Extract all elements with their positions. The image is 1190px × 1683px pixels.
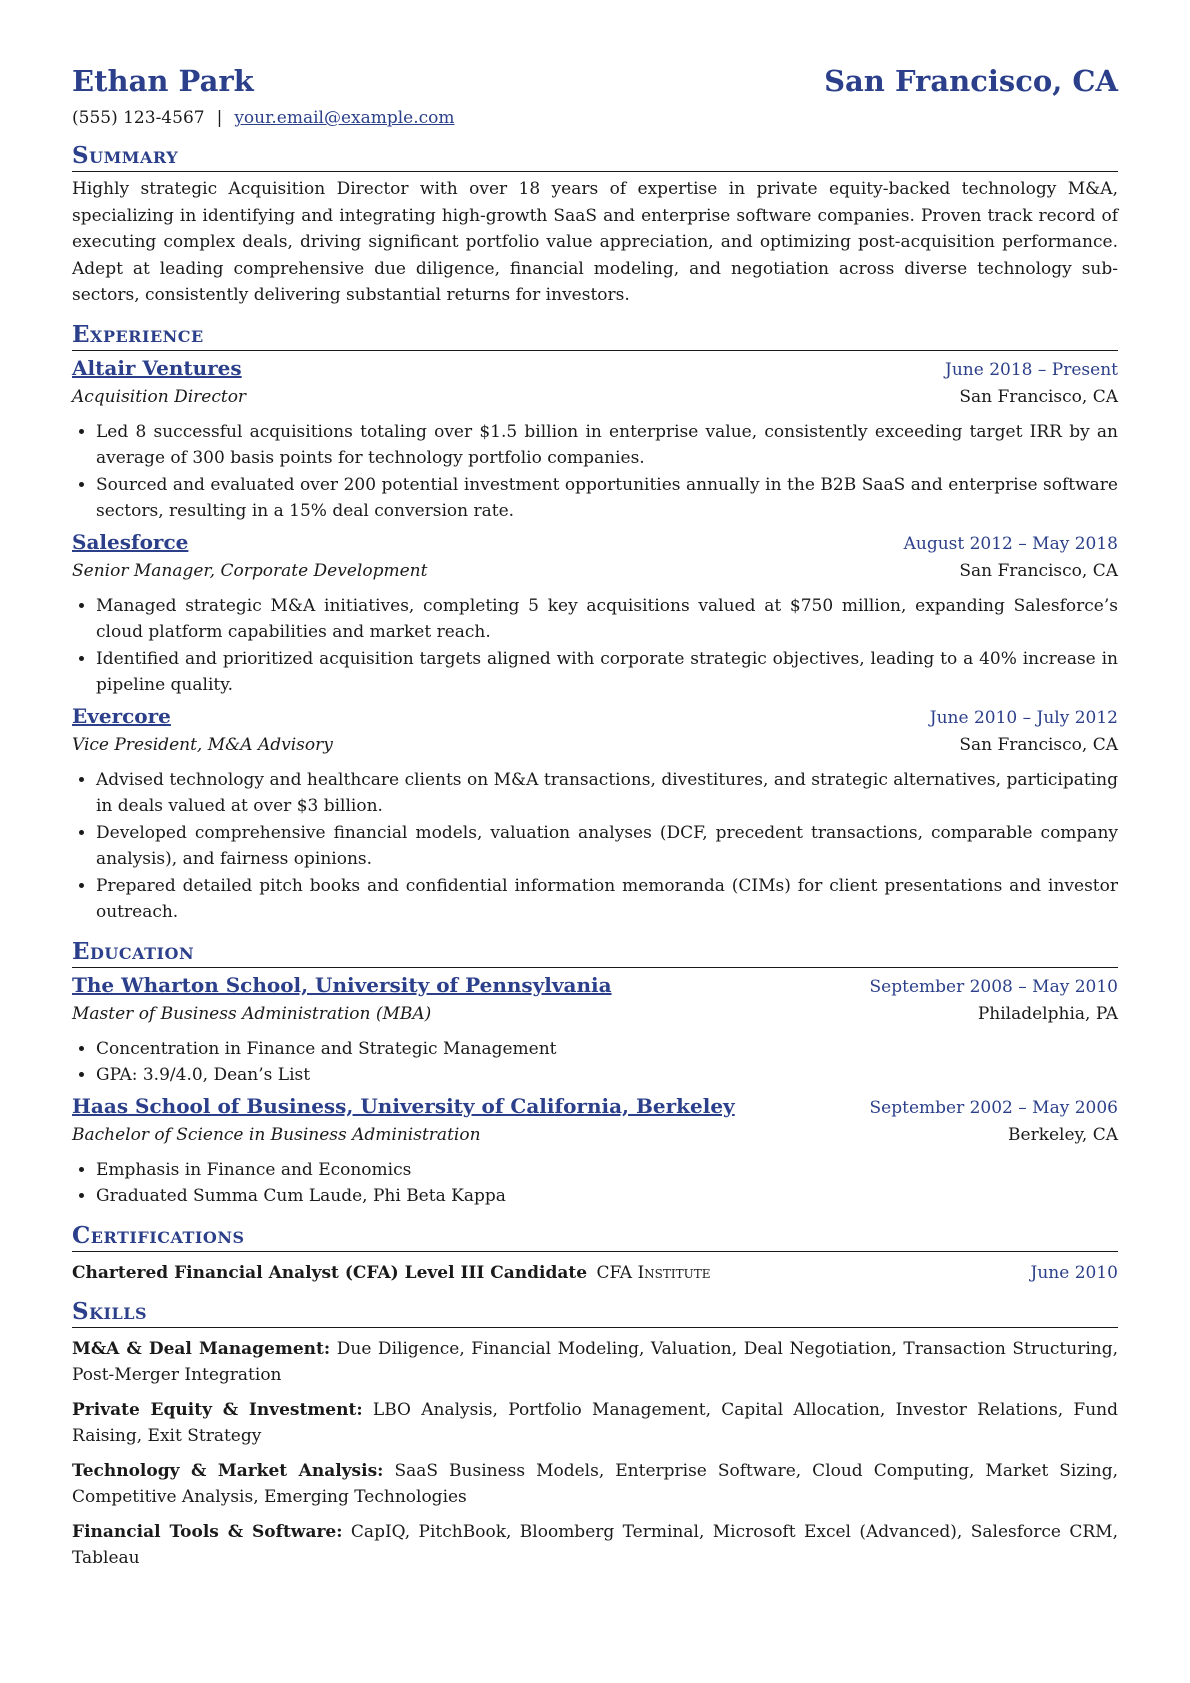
- achievement-item: • Sourced and evaluated over 200 potential investment opportunities annually in the B2B SaaS and enterprise software sectors, resulting in a 15% deal conversion rate.: [96, 472, 1118, 525]
- degree: Master of Business Administration (MBA): [72, 1003, 432, 1024]
- employer-link[interactable]: Altair Ventures: [72, 355, 242, 380]
- job-title: Acquisition Director: [72, 386, 247, 407]
- achievement-item: • Developed comprehensive financial models, valuation analyses (DCF, precedent transactions, comparable company analysis), and fairness opinions.: [96, 820, 1118, 873]
- education-detail-item: • Emphasis in Finance and Economics: [96, 1157, 1118, 1184]
- skill-items: Due Diligence, Financial Modeling, Valuation, Deal Negotiation, Transaction Structuring, Post-Merger Integration: [72, 1338, 1118, 1385]
- employment-dates: June 2018 – Present: [945, 359, 1118, 380]
- education-detail-item: • Graduated Summa Cum Laude, Phi Beta Kappa: [96, 1183, 1118, 1210]
- skill-items: SaaS Business Models, Enterprise Software, Cloud Computing, Market Sizing, Competitive Analysis, Emerging Technologies: [72, 1460, 1118, 1507]
- school-link[interactable]: The Wharton School, University of Pennsylvania: [72, 972, 612, 997]
- phone-number: (555) 123-4567: [72, 108, 205, 128]
- section-title-summary: Summary: [72, 142, 1118, 172]
- job-title: Vice President, M&A Advisory: [72, 734, 333, 755]
- skill-group: [72, 1336, 1118, 1389]
- experience-entry: [72, 528, 1118, 699]
- achievement-item: • Identified and prioritized acquisition targets aligned with corporate strategic objectives, leading to a 40% increase in pipeline quality.: [96, 646, 1118, 699]
- education-detail-item: • GPA: 3.9/4.0, Dean’s List: [96, 1062, 1118, 1089]
- resume-header: [72, 62, 1118, 100]
- job-title: Senior Manager, Corporate Development: [72, 560, 428, 581]
- study-dates: September 2002 – May 2006: [869, 1097, 1118, 1118]
- section-title-experience: Experience: [72, 321, 1118, 351]
- job-location: San Francisco, CA: [959, 734, 1118, 755]
- candidate-location: San Francisco, CA: [824, 64, 1118, 98]
- education-entry: [72, 971, 1118, 1089]
- job-location: San Francisco, CA: [959, 386, 1118, 407]
- section-title-skills: Skills: [72, 1298, 1118, 1328]
- achievement-item: • Advised technology and healthcare clients on M&A transactions, divestitures, and strategic alternatives, participating in deals valued at over $3 billion.: [96, 767, 1118, 820]
- employer-link[interactable]: Salesforce: [72, 529, 189, 554]
- contact-line: [72, 106, 1118, 130]
- email-link[interactable]: your.email@example.com: [234, 108, 455, 128]
- achievement-item: • Led 8 successful acquisitions totaling over $1.5 billion in enterprise value, consistently exceeding target IRR by an average of 300 basis points for technology portfolio companies.: [96, 419, 1118, 472]
- skill-category: Technology & Market Analysis:: [72, 1460, 384, 1481]
- summary-text: Highly strategic Acquisition Director with over 18 years of expertise in private equity-backed technology M&A, specializing in identifying and integrating high-growth SaaS and enterprise software companies. Proven track record of executing complex deals, driving significant portfolio value appreciation, and optimizing post-acquisition performance. Adept at leading comprehensive due diligence, financial modeling, and negotiation across diverse technology sub-sectors, consistently delivering substantial returns for investors.: [72, 179, 1118, 305]
- school-location: Philadelphia, PA: [977, 1003, 1118, 1024]
- skill-category: Private Equity & Investment:: [72, 1399, 363, 1420]
- skill-items: LBO Analysis, Portfolio Management, Capital Allocation, Investor Relations, Fund Raising, Exit Strategy: [72, 1399, 1118, 1446]
- achievement-list: [72, 767, 1118, 926]
- contact-separator: |: [216, 108, 223, 128]
- achievement-list: [72, 593, 1118, 699]
- experience-entry: [72, 702, 1118, 926]
- education-detail-list: [72, 1036, 1118, 1089]
- employer-link[interactable]: Evercore: [72, 703, 171, 728]
- certification-name: Chartered Financial Analyst (CFA) Level III Candidate: [72, 1262, 588, 1283]
- school-link[interactable]: Haas School of Business, University of California, Berkeley: [72, 1093, 735, 1118]
- education-entry: [72, 1092, 1118, 1210]
- achievement-list: [72, 419, 1118, 525]
- section-title-certifications: Certifications: [72, 1222, 1118, 1252]
- skill-items: CapIQ, PitchBook, Bloomberg Terminal, Microsoft Excel (Advanced), Salesforce CRM, Tableau: [72, 1521, 1118, 1568]
- employment-dates: August 2012 – May 2018: [903, 533, 1118, 554]
- education-detail-list: [72, 1157, 1118, 1210]
- skill-category: Financial Tools & Software:: [72, 1521, 343, 1542]
- skill-group: [72, 1397, 1118, 1450]
- school-location: Berkeley, CA: [1008, 1124, 1118, 1145]
- experience-entry: [72, 354, 1118, 525]
- certification-date: June 2010: [1030, 1262, 1118, 1283]
- education-detail-item: • Concentration in Finance and Strategic Management: [96, 1036, 1118, 1063]
- achievement-item: • Prepared detailed pitch books and confidential information memoranda (CIMs) for client presentations and investor outreach.: [96, 873, 1118, 926]
- skill-group: [72, 1519, 1118, 1572]
- achievement-item: • Managed strategic M&A initiatives, completing 5 key acquisitions valued at $750 million, expanding Salesforce’s cloud platform capabilities and market reach.: [96, 593, 1118, 646]
- degree: Bachelor of Science in Business Administration: [72, 1124, 481, 1145]
- skill-group: [72, 1458, 1118, 1511]
- certification-entry: [72, 1260, 1118, 1286]
- candidate-name: Ethan Park: [72, 64, 254, 98]
- study-dates: September 2008 – May 2010: [869, 976, 1118, 997]
- skill-category: M&A & Deal Management:: [72, 1338, 331, 1359]
- employment-dates: June 2010 – July 2012: [929, 707, 1118, 728]
- section-title-education: Education: [72, 938, 1118, 968]
- job-location: San Francisco, CA: [959, 560, 1118, 581]
- certification-issuer: CFA Institute: [596, 1262, 711, 1283]
